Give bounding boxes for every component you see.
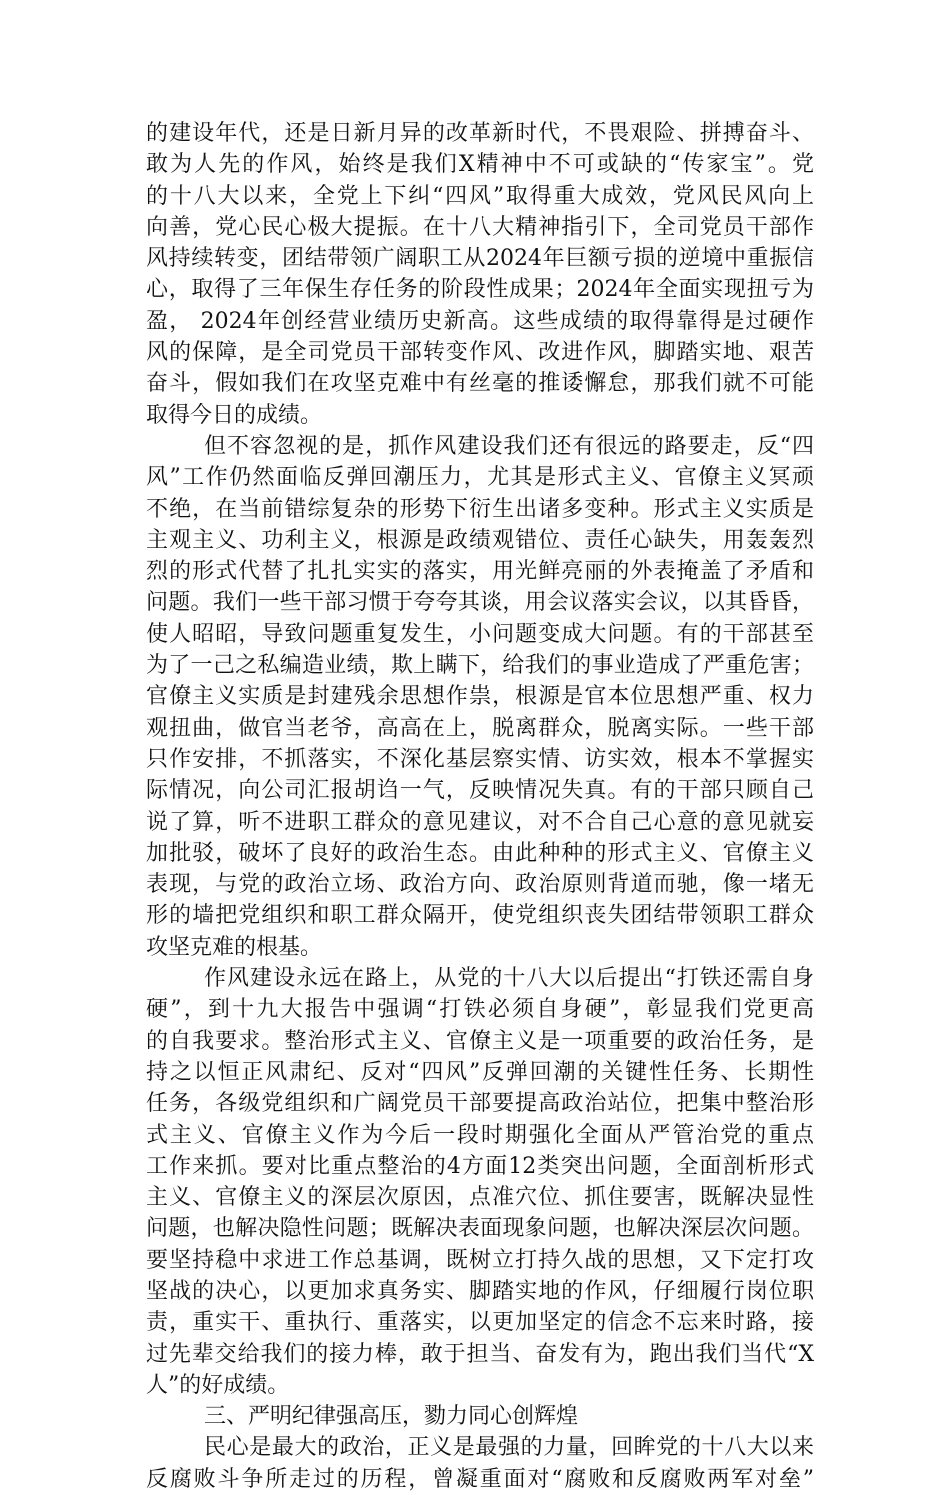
text-line: 民心是最大的政治，正义是最强的力量，回眸党的十八大以来 (204, 1435, 814, 1461)
text-line: 任务，各级党组织和广阔党员干部要提高政治站位，把集中整治形 (146, 1091, 814, 1117)
text-line: 使人昭昭，导致问题重复发生，小问题变成大问题。有的干部甚至 (146, 621, 814, 647)
text-line: 风的保障，是全司党员干部转变作风、改进作风，脚踏实地、艰苦 (146, 340, 814, 366)
text-line: 三、严明纪律强高压，勠力同心创辉煌 (204, 1404, 579, 1430)
text-line: 际情况，向公司汇报胡诌一气，反映情况失真。有的干部只顾自己 (146, 778, 814, 804)
text-line: 作风建设永远在路上，从党的十八大以后提出“打铁还需自身 (204, 966, 814, 992)
text-line: 持之以恒正风肃纪、反对“四风”反弹回潮的关键性任务、长期性 (146, 1059, 814, 1085)
text-line: 的自我要求。整治形式主义、官僚主义是一项重要的政治任务，是 (146, 1028, 814, 1054)
text-line: 心，取得了三年保生存任务的阶段性成果；2024年全面实现扭亏为 (146, 277, 814, 303)
text-line: 但不容忽视的是，抓作风建设我们还有很远的路要走，反“四 (204, 433, 814, 459)
text-line: 攻坚克难的根基。 (146, 934, 323, 960)
text-line: 主义、官僚主义的深层次原因，点准穴位、抓住要害，既解决显性 (146, 1185, 814, 1211)
text-line: 为了一己之私编造业绩，欺上瞒下，给我们的事业造成了严重危害； (146, 653, 814, 679)
document-page (146, 118, 814, 1495)
text-line: 问题。我们一些干部习惯于夸夸其谈，用会议落实会议，以其昏昏， (146, 590, 814, 616)
text-line: 人”的好成绩。 (146, 1372, 290, 1398)
text-line: 烈的形式代替了扎扎实实的落实，用光鲜亮丽的外表掩盖了矛盾和 (146, 559, 814, 585)
text-line: 说了算，听不进职工群众的意见建议，对不合自己心意的意见就妄 (146, 809, 814, 835)
text-line: 官僚主义实质是封建残余思想作祟，根源是官本位思想严重、权力 (146, 684, 814, 710)
text-line: 的建设年代，还是日新月异的改革新时代，不畏艰险、拼搏奋斗、 (146, 121, 814, 146)
text-line: 的十八大以来，全党上下纠“四风”取得重大成效，党风民风向上 (146, 183, 814, 209)
text-line: 硬”，到十九大报告中强调“打铁必须自身硬”，彰显我们党更高 (146, 997, 814, 1023)
text-line: 向善，党心民心极大提振。在十八大精神指引下，全司党员干部作 (146, 214, 814, 240)
text-line: 风”工作仍然面临反弹回潮压力，尤其是形式主义、官僚主义冥顽 (146, 465, 814, 491)
text-line: 不绝，在当前错综复杂的形势下衍生出诸多变种。形式主义实质是 (146, 496, 814, 522)
text-line: 奋斗，假如我们在攻坚克难中有丝毫的推诿懈怠，那我们就不可能 (146, 371, 814, 397)
text-line: 加批驳，破坏了良好的政治生态。由此种种的形式主义、官僚主义 (146, 840, 814, 866)
text-line: 表现，与党的政治立场、政治方向、政治原则背道而驰，像一堵无 (146, 872, 814, 898)
text-line: 责，重实干、重执行、重落实，以更加坚定的信念不忘来时路，接 (146, 1310, 814, 1336)
text-line: 取得今日的成绩。 (146, 402, 323, 428)
text-line: 风持续转变，团结带领广阔职工从2024年巨额亏损的逆境中重振信 (146, 246, 814, 272)
text-line: 坚战的决心，以更加求真务实、脚踏实地的作风，仔细履行岗位职 (146, 1278, 814, 1304)
text-line: 反腐败斗争所走过的历程，曾凝重面对“腐败和反腐败两军对垒” (146, 1466, 814, 1492)
text-line: 式主义、官僚主义作为今后一段时期强化全面从严管治党的重点 (146, 1122, 814, 1148)
text-line: 敢为人先的作风，始终是我们X精神中不可或缺的“传家宝”。党 (146, 152, 814, 178)
text-line: 工作来抓。要对比重点整治的4方面12类突出问题，全面剖析形式 (146, 1153, 814, 1179)
text-line: 形的墙把党组织和职工群众隔开，使党组织丧失团结带领职工群众 (146, 903, 814, 929)
text-line: 要坚持稳中求进工作总基调，既树立打持久战的思想，又下定打攻 (146, 1247, 814, 1273)
text-line: 只作安排，不抓落实，不深化基层察实情、访实效，根本不掌握实 (146, 746, 814, 772)
text-line: 过先辈交给我们的接力棒，敢于担当、奋发有为，跑出我们当代“X (146, 1341, 814, 1367)
text-line: 盈， 2024年创经营业绩历史新高。这些成绩的取得靠得是过硬作 (146, 308, 814, 334)
text-line: 问题，也解决隐性问题；既解决表面现象问题，也解决深层次问题。 (146, 1216, 814, 1242)
text-line: 主观主义、功利主义，根源是政绩观错位、责任心缺失，用轰轰烈 (146, 527, 814, 553)
text-line: 观扭曲，做官当老爷，高高在上，脱离群众，脱离实际。一些干部 (146, 715, 814, 741)
